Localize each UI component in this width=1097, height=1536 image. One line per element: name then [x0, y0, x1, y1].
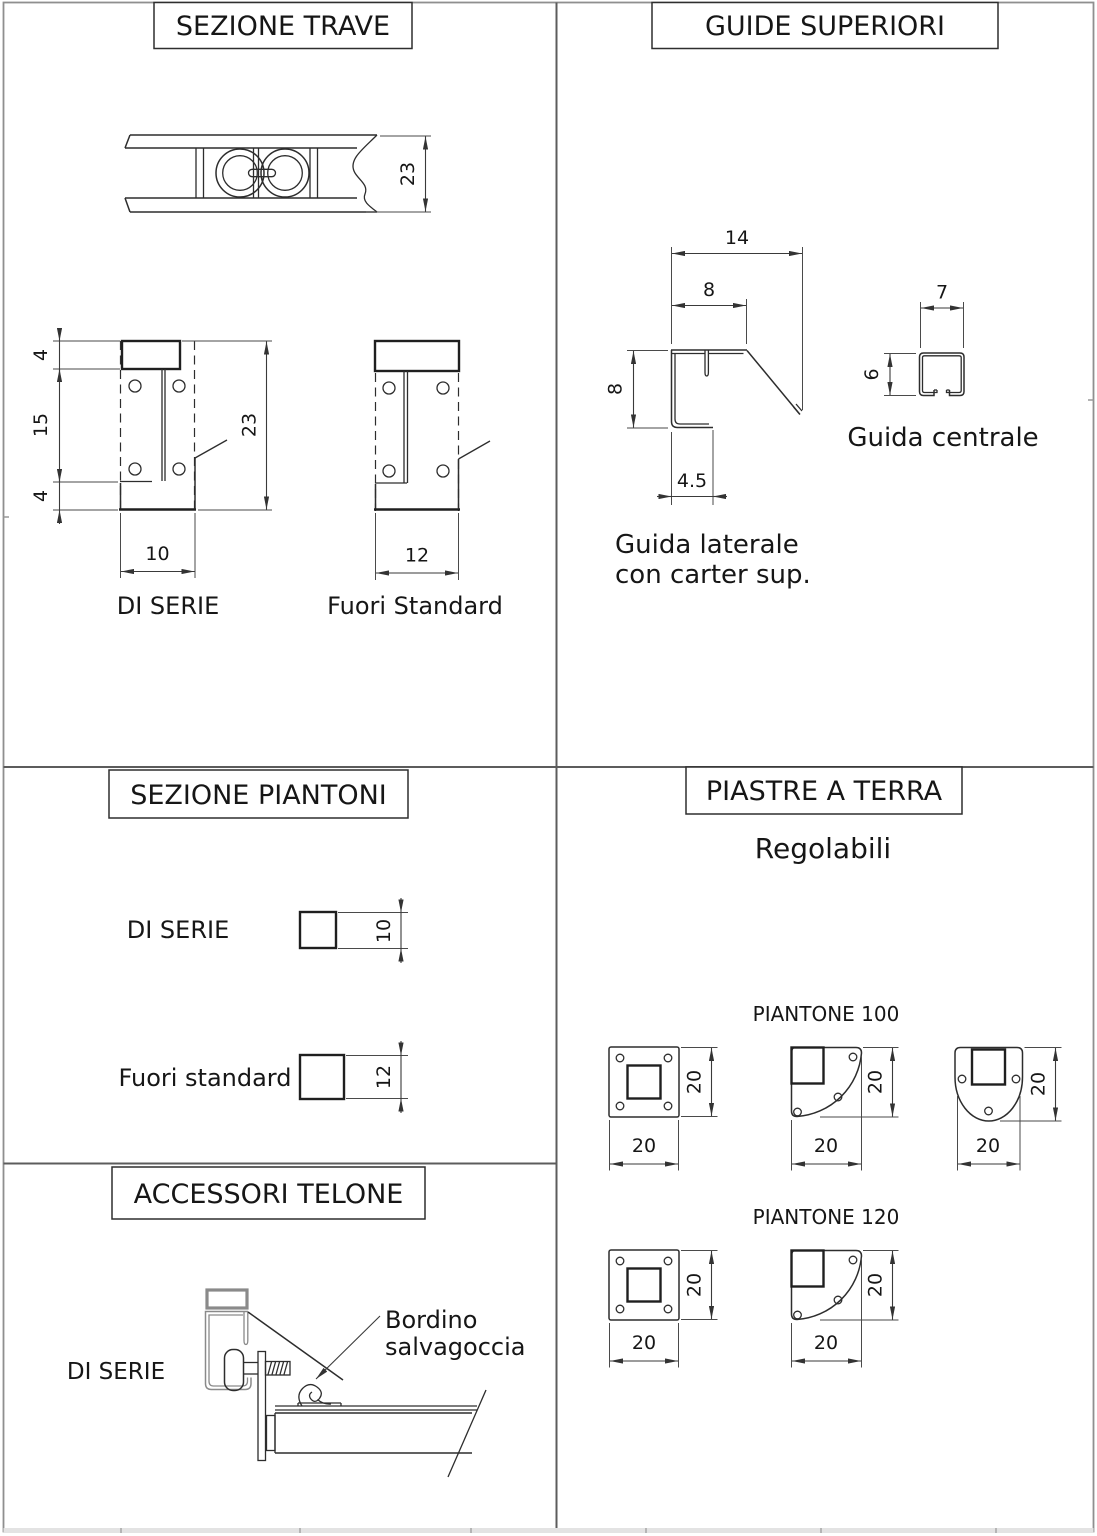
plate-100-quarter: [792, 1048, 899, 1171]
note-bordino-1: Bordino: [385, 1306, 478, 1334]
section-sezione-trave: [30, 3, 503, 621]
plate-120-quarter: [792, 1251, 899, 1368]
profile-di-serie-drawing: [30, 328, 272, 620]
label-piantoni-fuori: Fuori standard: [118, 1064, 292, 1092]
dim-total-height: 23: [238, 412, 261, 438]
label-di-serie-trave: DI SERIE: [116, 592, 220, 620]
dim-flange-top: 4: [30, 348, 52, 362]
dim-centrale-width: 7: [935, 281, 949, 304]
label-guida-laterale-1: Guida laterale: [615, 530, 799, 560]
label-piantoni-di-serie: DI SERIE: [126, 916, 230, 944]
scan-edge-strip: [4, 1528, 1094, 1533]
knob: [225, 1350, 244, 1391]
piantone-square-10: [300, 912, 336, 948]
mount-plate: [258, 1352, 266, 1461]
label-guida-laterale-2: con carter sup.: [615, 560, 811, 590]
title-sezione-piantoni: SEZIONE PIANTONI: [130, 780, 387, 811]
label-fuori-standard-trave: Fuori Standard: [327, 592, 503, 620]
dim-20: 20: [975, 1135, 1001, 1157]
note-bordino-2: salvagoccia: [385, 1333, 526, 1361]
title-piastre: PIASTRE A TERRA: [705, 776, 943, 807]
piantone-square-12: [300, 1055, 344, 1099]
dim-20: 20: [683, 1272, 706, 1298]
label-piantone-120: PIANTONE 120: [752, 1205, 900, 1229]
dim-web: 15: [30, 412, 52, 438]
dim-centrale-height: 6: [861, 368, 883, 381]
dim-piantone-10: 10: [373, 918, 395, 944]
section-accessori-telone: [67, 1167, 526, 1477]
flange: [122, 341, 180, 369]
section-piastre-a-terra: [609, 767, 1062, 1368]
tarp-clamp-drawing: [206, 1290, 526, 1477]
dim-20: 20: [813, 1135, 839, 1157]
dim-width-fuori: 12: [404, 544, 430, 567]
beam-section-drawing: [125, 135, 431, 212]
title-guide-superiori: GUIDE SUPERIORI: [704, 11, 946, 42]
section-sezione-piantoni: [109, 770, 408, 1113]
plate-100-rounded: [955, 1048, 1062, 1171]
carter-diagonal: [747, 351, 800, 415]
dim-beam-height: 23: [397, 161, 419, 187]
profile-fuori-standard-drawing: [327, 341, 503, 620]
piantone-fuori-drawing: [118, 1041, 408, 1113]
subtitle-regolabili: Regolabili: [754, 832, 892, 865]
dim-laterale-height: 8: [604, 382, 627, 396]
dim-20: 20: [864, 1272, 887, 1298]
roller-link: [249, 169, 276, 176]
piantone-std-drawing: [127, 898, 408, 963]
plate-100-square: [609, 1047, 718, 1171]
dim-20: 20: [683, 1069, 706, 1095]
dim-laterale-width-top: 8: [702, 279, 716, 301]
inner-return-lip: [705, 350, 708, 376]
beam-end-cap: [267, 1416, 276, 1451]
plate-120-square: [609, 1250, 718, 1368]
dim-20: 20: [631, 1135, 657, 1157]
dim-20: 20: [864, 1069, 887, 1095]
dim-20: 20: [1027, 1071, 1050, 1097]
dim-piantone-12: 12: [373, 1064, 395, 1090]
label-accessori-di-serie: DI SERIE: [66, 1359, 166, 1385]
rail-tube: [207, 1290, 247, 1308]
dim-laterale-lip: 4.5: [676, 470, 708, 492]
leader-line: [316, 1316, 380, 1379]
break-wave-line: [353, 135, 377, 212]
title-accessori: ACCESSORI TELONE: [133, 1179, 404, 1210]
label-piantone-100: PIANTONE 100: [752, 1002, 900, 1026]
dim-laterale-width-total: 14: [724, 227, 750, 249]
dim-20: 20: [813, 1332, 839, 1354]
section-guide-superiori: [605, 3, 1039, 591]
guida-laterale-drawing: [605, 227, 811, 590]
flange: [375, 341, 459, 371]
clamp-hook: [244, 1312, 248, 1345]
dim-20: 20: [631, 1332, 657, 1354]
title-sezione-trave: SEZIONE TRAVE: [175, 11, 391, 42]
dim-flange-bottom: 4: [30, 489, 52, 503]
tarp-diagonal: [248, 1312, 343, 1380]
dim-width-std: 10: [145, 543, 170, 565]
guida-centrale-drawing: [847, 282, 1038, 454]
beam-break-line: [448, 1390, 486, 1477]
label-guida-centrale: Guida centrale: [847, 423, 1039, 453]
